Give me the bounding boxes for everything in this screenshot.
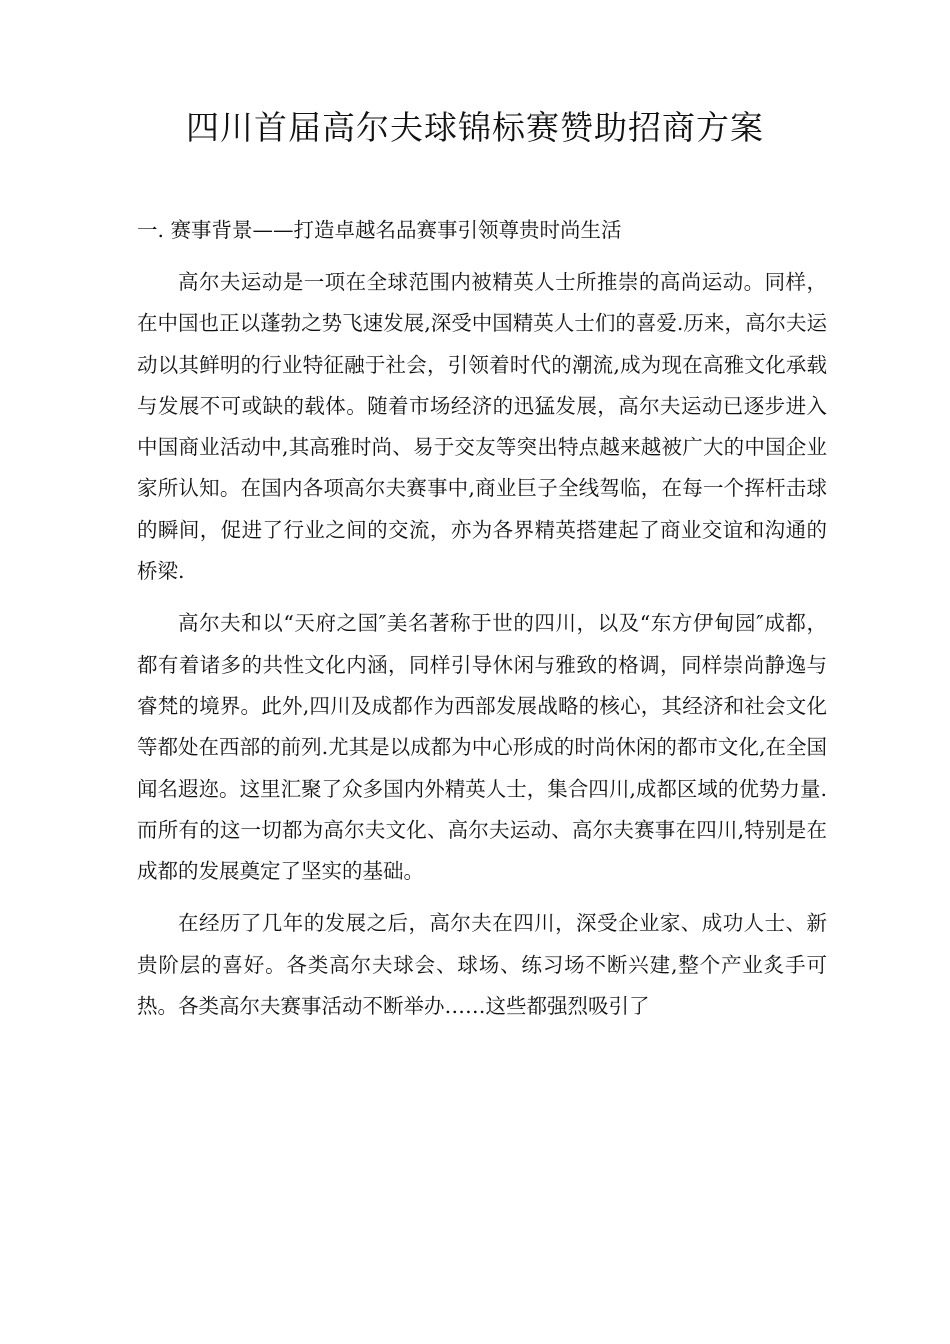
- document-title: 四川首届高尔夫球锦标赛赞助招商方案: [186, 108, 764, 147]
- paragraph: 在经历了几年的发展之后，高尔夫在四川，深受企业家、成功人士、新贵阶层的喜好。各类高尔夫球会、球场、练习场不断兴建,整个产业炙手可热。各类高尔夫赛事活动不断举办……这些都强烈吸引了: [137, 911, 827, 1019]
- paragraph: 高尔夫运动是一项在全球范围内被精英人士所推崇的高尚运动。同样，在中国也正以蓬勃之势飞速发展,深受中国精英人士们的喜爱.历来，高尔夫运动以其鲜明的行业特征融于社会，引领着时代的潮流,成为现在高雅文化承载与发展不可或缺的载体。随着市场经济的迅猛发展，高尔夫运动已逐步进入中国商业活动中,其高雅时尚、易于交友等突出特点越来越被广大的中国企业家所认知。在国内各项高尔夫赛事中,商业巨子全线驾临，在每一个挥杆击球的瞬间，促进了行业之间的交流，亦为各界精英搭建起了商业交谊和沟通的桥梁.: [137, 270, 827, 584]
- section-heading: 一. 赛事背景——打造卓越名品赛事引领尊贵时尚生活: [137, 218, 622, 242]
- paragraph: 高尔夫和以“天府之国″美名著称于世的四川，以及“东方伊甸园″成都，都有着诸多的共性文化内涵，同样引导休闲与雅致的格调，同样崇尚静逸与睿梵的境界。此外,四川及成都作为西部发展战略的核心，其经济和社会文化等都处在西部的前列.尤其是以成都为中心形成的时尚休闲的都市文化,在全国闻名遐迩。这里汇聚了众多国内外精英人士，集合四川,成都区域的优势力量.而所有的这一切都为高尔夫文化、高尔夫运动、高尔夫赛事在四川,特别是在成都的发展奠定了坚实的基础。: [137, 611, 827, 884]
- document-body: [137, 262, 827, 1038]
